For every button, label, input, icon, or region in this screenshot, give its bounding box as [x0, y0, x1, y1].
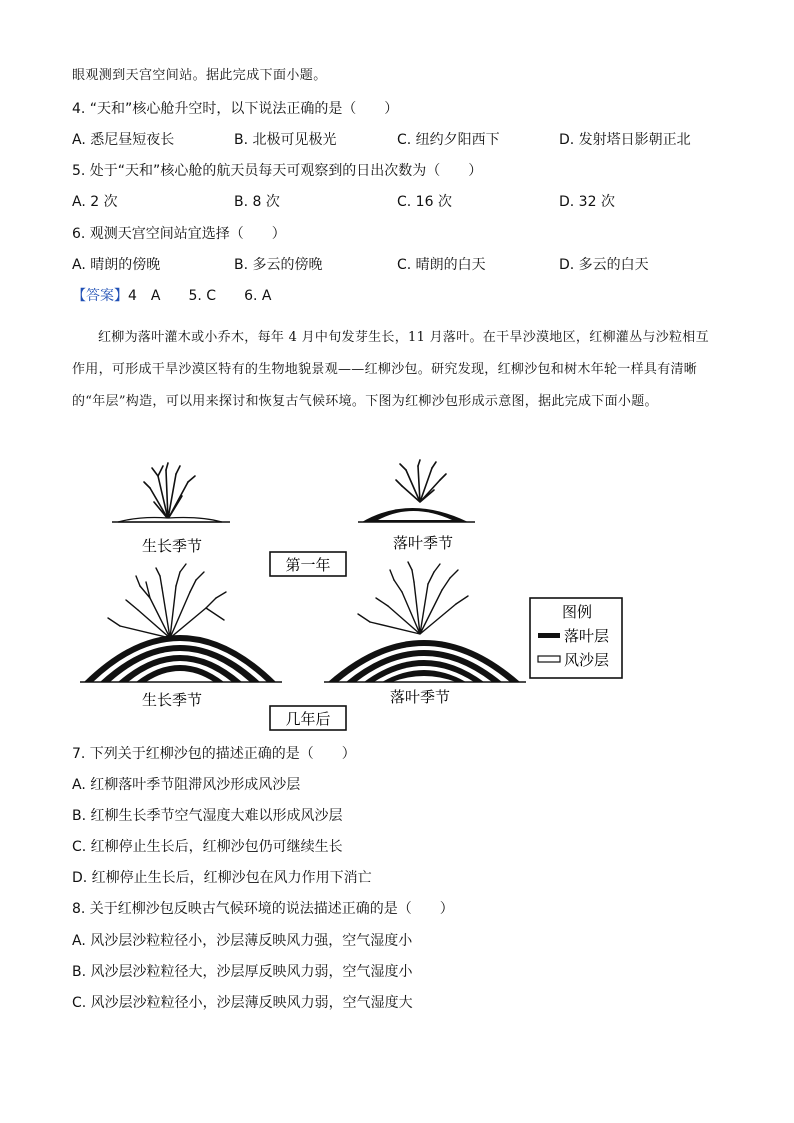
- label-year1: 第一年: [285, 556, 331, 574]
- shrub-fall-years-later: [358, 562, 468, 634]
- question-4-stem: 4. “天和”核心舱升空时，以下说法正确的是（ ）: [72, 101, 399, 117]
- question-7-option-d: D. 红柳停止生长后，红柳沙包在风力作用下消亡: [72, 870, 372, 886]
- label-years-later: 几年后: [285, 710, 331, 728]
- label-fall-years-later: 落叶季节: [389, 688, 451, 706]
- figure-legend: [530, 598, 622, 678]
- question-7-option-a: A. 红柳落叶季节阻滞风沙形成风沙层: [72, 777, 301, 793]
- legend-sand-label: 风沙层: [564, 651, 610, 669]
- question-8-option-b: B. 风沙层沙粒粒径大，沙层厚反映风力弱，空气湿度小: [72, 964, 413, 980]
- question-7-stem: 7. 下列关于红柳沙包的描述正确的是（ ）: [72, 746, 356, 762]
- question-6-option-b: B. 多云的傍晚: [234, 257, 323, 273]
- label-growth-year1: 生长季节: [141, 537, 203, 555]
- shrub-fall-year1: [396, 460, 446, 502]
- question-5-option-c: C. 16 次: [397, 194, 452, 210]
- question-4-option-a: A. 悉尼昼短夜长: [72, 132, 175, 148]
- question-8-option-c: C. 风沙层沙粒粒径小，沙层薄反映风力弱，空气湿度大: [72, 995, 413, 1011]
- intro-tail: 眼观测到天宫空间站。据此完成下面小题。: [72, 68, 327, 83]
- question-6-option-a: A. 晴朗的傍晚: [72, 257, 161, 273]
- passage-paragraph: 红柳为落叶灌木或小乔木，每年 4 月中旬发芽生长，11 月落叶。在干旱沙漠地区，红柳灌丛与沙粒相互作用，可形成干旱沙漠区特有的生物地貌景观——红柳沙包。研究发现，红柳沙包和树木年轮一样具有清晰的“年层”构造，可以用来探讨和恢复古气候环境。下图为红柳沙包形成示意图，据此完成下面小题。: [72, 330, 709, 409]
- label-growth-years-later: 生长季节: [141, 691, 203, 709]
- question-6-option-d: D. 多云的白天: [559, 257, 649, 273]
- legend-leaf-swatch: [538, 633, 560, 638]
- shrub-growth-year1: [144, 463, 195, 519]
- question-5-option-b: B. 8 次: [234, 194, 280, 210]
- answer-line: [72, 286, 271, 306]
- question-6-stem: 6. 观测天宫空间站宜选择（ ）: [72, 226, 286, 242]
- question-4-option-d: D. 发射塔日影朝正北: [559, 132, 691, 148]
- question-8-option-a: A. 风沙层沙粒粒径小，沙层薄反映风力强，空气湿度小: [72, 933, 413, 949]
- answer-tag: 【答案】: [72, 288, 128, 304]
- shrub-growth-years-later: [108, 564, 226, 638]
- label-fall-year1: 落叶季节: [392, 534, 454, 552]
- legend-title: 图例: [561, 603, 593, 621]
- question-7-option-c: C. 红柳停止生长后，红柳沙包仍可继续生长: [72, 839, 343, 855]
- question-4-option-c: C. 纽约夕阳西下: [397, 132, 500, 148]
- question-4-option-b: B. 北极可见极光: [234, 132, 337, 148]
- question-6-option-c: C. 晴朗的白天: [397, 257, 486, 273]
- answer-text: 4 A 5. C 6. A: [128, 288, 272, 304]
- tamarisk-mound-figure: [0, 458, 794, 738]
- question-5-stem: 5. 处于“天和”核心舱的航天员每天可观察到的日出次数为（ ）: [72, 163, 483, 179]
- question-5-option-d: D. 32 次: [559, 194, 615, 210]
- question-5-option-a: A. 2 次: [72, 194, 118, 210]
- mound-fall-years-later: [324, 640, 526, 682]
- question-8-stem: 8. 关于红柳沙包反映古气候环境的说法描述正确的是（ ）: [72, 901, 454, 917]
- legend-sand-swatch: [538, 656, 560, 662]
- question-7-option-b: B. 红柳生长季节空气湿度大难以形成风沙层: [72, 808, 343, 824]
- legend-leaf-label: 落叶层: [564, 627, 610, 645]
- mound-growth-years-later: [80, 635, 282, 682]
